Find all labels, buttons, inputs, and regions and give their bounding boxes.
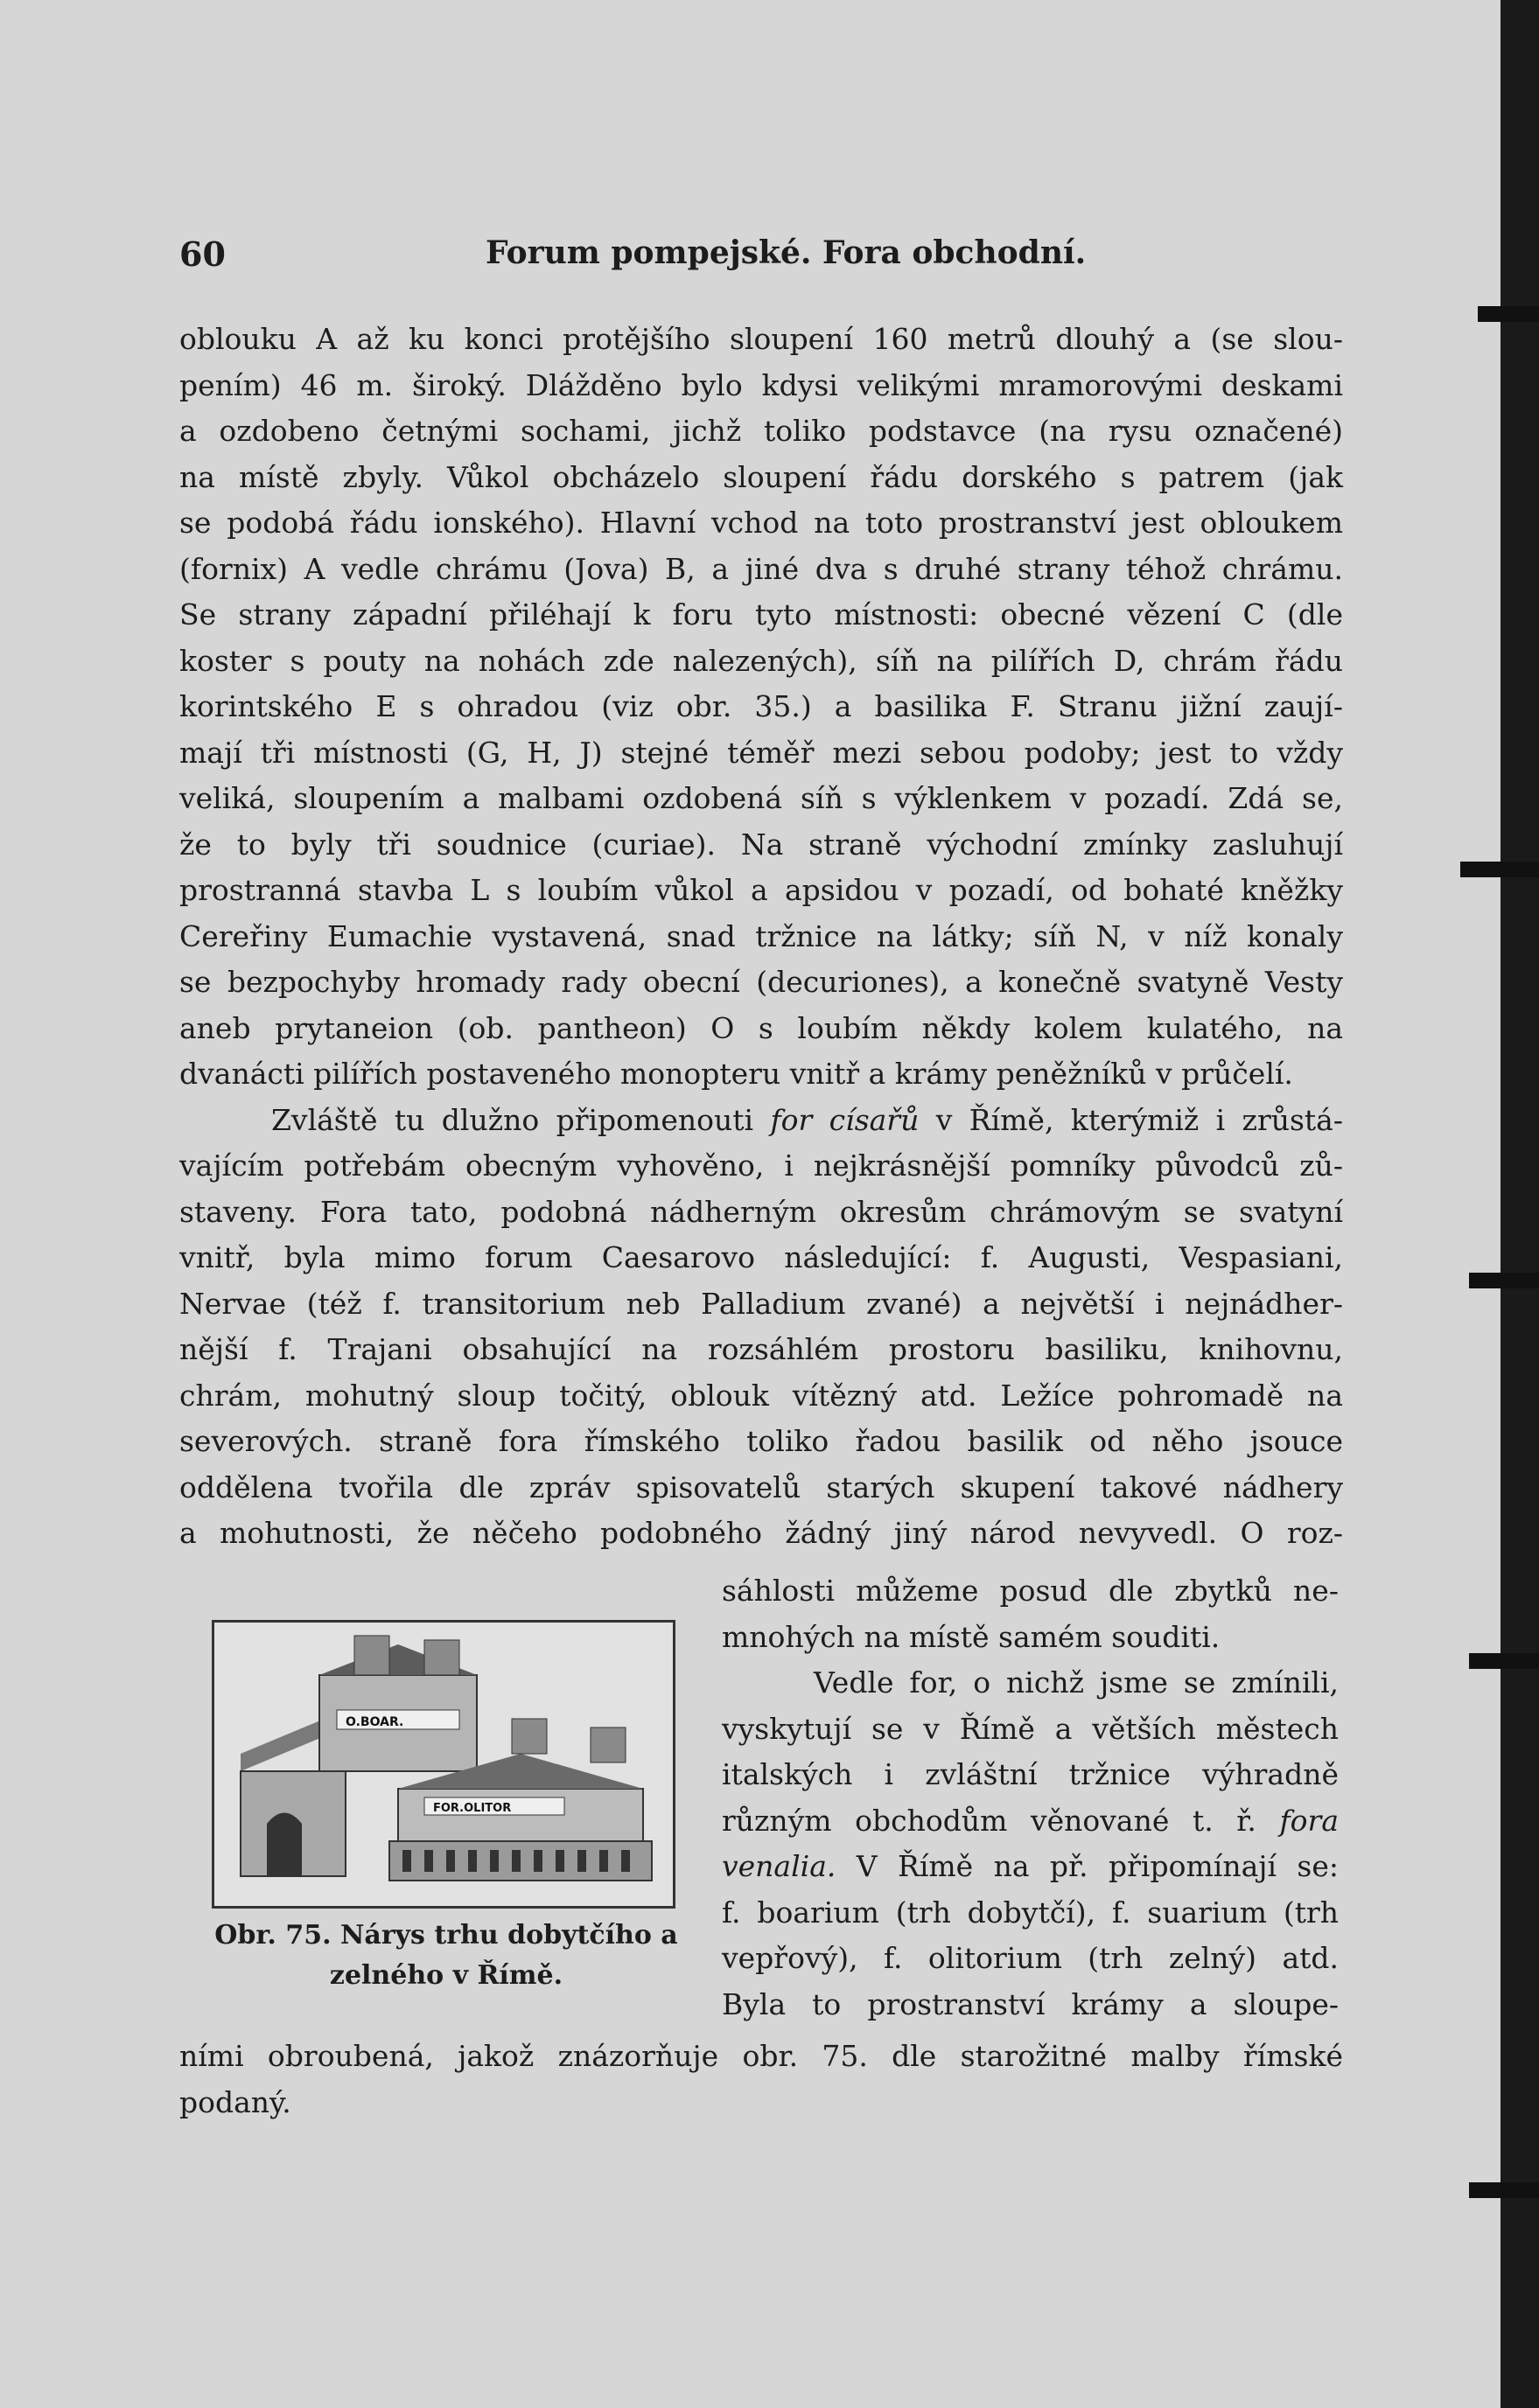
page-number: 60 [179, 234, 226, 274]
running-title: Forum pompejské. Fora obchodní. [486, 234, 1087, 271]
text-line: oblouku A až ku konci protějšího sloupení 160 metrů dlouhý a (se slou- [179, 322, 1343, 356]
text-line: korintského E s ohradou (viz obr. 35.) a basilika F. Stranu jižní zaují- [179, 689, 1343, 723]
figure-caption [201, 1916, 691, 1996]
text-line: nější f. Trajani obsahující na rozsáhlém prostoru basiliku, knihovnu, [179, 1332, 1343, 1366]
text-line: že to byly tři soudnice (curiae). Na straně východní zmínky zasluhují [179, 827, 1343, 862]
text-line: vajícím potřebám obecným vyhověno, i nejkrásnější pomníky původců zů- [179, 1148, 1343, 1183]
text-line: Byla to prostranství krámy a sloupe- [722, 1986, 1339, 2021]
arch-entrance [267, 1813, 302, 1877]
text-run: v Římě, kterýmiž i zrůstá- [919, 1102, 1343, 1137]
edge-mark [1469, 1653, 1539, 1669]
text-line: vyskytují se v Římě a větších městech [722, 1711, 1339, 1746]
text-line: italských i zvláštní tržnice výhradně [722, 1757, 1339, 1791]
text-line: mnohých na místě samém souditi. [722, 1619, 1221, 1654]
text-run: V Římě na př. připomínají se: [836, 1849, 1339, 1883]
page-header [179, 227, 1343, 280]
italic-term: fora [1279, 1803, 1339, 1838]
text-line: prostranná stavba L s loubím vůkol a apsidou v pozadí, od bohaté kněžky [179, 873, 1343, 907]
text-line: na místě zbyly. Vůkol obcházelo sloupení řádu dorského s patrem (jak [179, 459, 1343, 494]
text-line: se bezpochyby hromady rady obecní (decuriones), a konečně svatyně Vesty [179, 965, 1343, 999]
caption-line: zelného v Římě. [329, 1960, 563, 1991]
text-line: severových. straně fora římského toliko řadou basilik od něho jsouce [179, 1424, 1343, 1458]
edge-mark [1460, 862, 1539, 877]
text-line: (fornix) A vedle chrámu (Jova) B, a jiné dva s druhé strany téhož chrámu. [179, 551, 1343, 586]
text-run: různým obchodům věnované t. ř. [722, 1803, 1280, 1838]
label-boar: O.BOAR. [346, 1715, 404, 1729]
market-drawing [214, 1623, 673, 1906]
text-line: podaný. [179, 2084, 291, 2119]
text-line: vepřový), f. olitorium (trh zelný) atd. [722, 1941, 1339, 1975]
text-line: a ozdobeno četnými sochami, jichž toliko podstavce (na rysu označené) [179, 414, 1343, 448]
caption-line: Obr. 75. Nárys trhu dobytčího a [214, 1920, 678, 1951]
text-line: sáhlosti můžeme posud dle zbytků ne- [722, 1574, 1339, 1608]
italic-term: venalia. [722, 1849, 836, 1883]
text-line: Se strany západní přiléhají k foru tyto místnosti: obecné vězení C (dle [179, 597, 1343, 632]
tower [424, 1640, 459, 1675]
text-line: aneb prytaneion (ob. pantheon) O s loubím někdy kolem kulatého, na [179, 1010, 1343, 1045]
text-line: vnitř, byla mimo forum Caesarovo následující: f. Augusti, Vespasiani, [179, 1240, 1343, 1274]
label-olitor: FOR.OLITOR [433, 1802, 512, 1815]
text-line: se podobá řádu ionského). Hlavní vchod na toto prostranství jest obloukem [179, 506, 1343, 540]
edge-mark [1478, 306, 1539, 322]
body-text [179, 317, 1343, 1557]
tower [512, 1719, 547, 1754]
edge-mark [1469, 1273, 1539, 1288]
text-line: f. boarium (trh dobytčí), f. suarium (trh [722, 1895, 1339, 1930]
text-line: veliká, sloupením a malbami ozdobená síň s výklenkem v pozadí. Zdá se, [179, 781, 1343, 815]
text-line: ními obroubená, jakož znázorňuje obr. 75. dle starožitné malby římské [179, 2039, 1343, 2073]
text-line: pením) 46 m. široký. Dlážděno bylo kdysi velikými mramorovými deskami [179, 367, 1343, 402]
edge-mark [1469, 2182, 1539, 2198]
bottom-text [179, 2034, 1343, 2125]
text-line: Vedle for, o nichž jsme se zmínili, [814, 1665, 1339, 1700]
page-edge-shadow [1501, 0, 1539, 2408]
text-line: oddělena tvořila dle zpráv spisovatelů starých skupení takové nádhery [179, 1469, 1343, 1504]
italic-term: for císařů [770, 1102, 920, 1137]
text-run: Zvláště tu dlužno připomenouti [271, 1102, 771, 1137]
column-text [722, 1568, 1339, 2028]
text-line: dvanácti pilířích postaveného monopteru vnitř a krámy peněžníků v průčelí. [179, 1057, 1293, 1091]
text-line [722, 1844, 1339, 1890]
text-line: Cereřiny Eumachie vystavená, snad tržnice na látky; síň N, v níž konaly [179, 918, 1343, 953]
text-line: Nervae (též f. transitorium neb Palladium zvané) a největší i nejnádher- [179, 1286, 1343, 1321]
text-line: staveny. Fora tato, podobná nádherným okresům chrámovým se svatyní [179, 1194, 1343, 1229]
text-line: mají tři místnosti (G, H, J) stejné téměř mezi sebou podoby; jest to vždy [179, 735, 1343, 770]
tower [591, 1727, 626, 1762]
text-line: chrám, mohutný sloup točitý, oblouk vítězný atd. Ležíce pohromadě na [179, 1378, 1343, 1413]
tower [354, 1636, 389, 1675]
text-line: koster s pouty na nohách zde nalezených), síň na pilířích D, chrám řádu [179, 643, 1343, 678]
text-line [722, 1798, 1339, 1845]
text-line [179, 1098, 1343, 1144]
text-line: a mohutnosti, že něčeho podobného žádný jiný národ nevyvedl. O roz- [179, 1516, 1343, 1550]
market-illustration [212, 1620, 675, 1909]
